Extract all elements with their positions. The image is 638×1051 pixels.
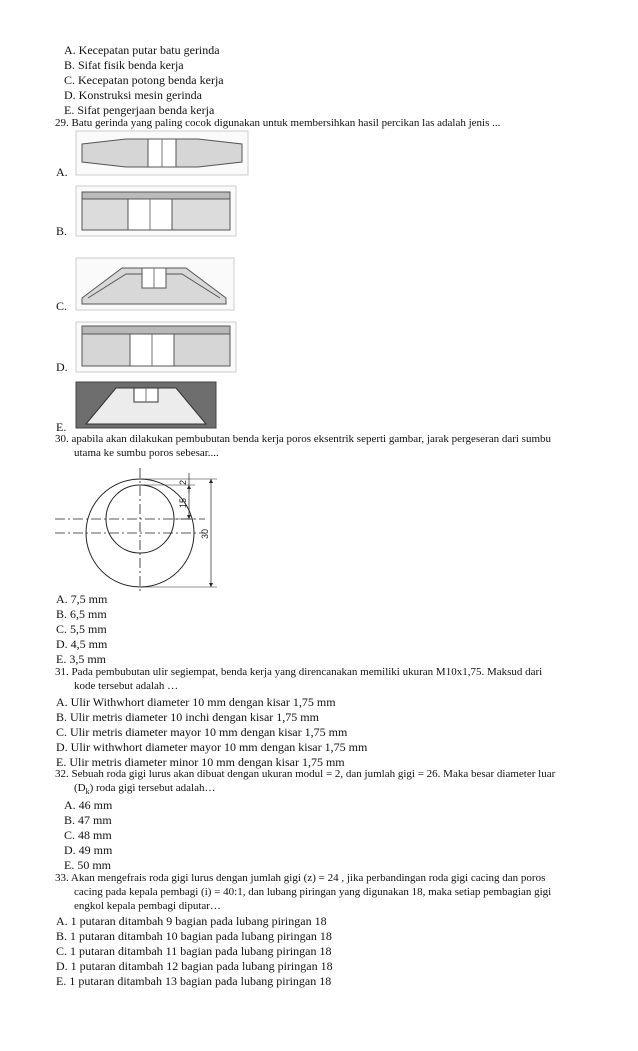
q31-question-line1: 31. Pada pembubutan ulir segiempat, benda kerja yang direncanakan memiliki ukuran M10x1,75. Maksud dari [55, 666, 543, 678]
q33-question-line3: engkol kepala pembagi diputar… [74, 900, 221, 912]
q32-question-line1: 32. Sebuah roda gigi lurus akan dibuat dengan ukuran modul = 2, dan jumlah gigi = 26. Maka besar diameter luar [55, 768, 556, 780]
q32-question-line2 [74, 782, 215, 798]
q33-option-a: A. 1 putaran ditambah 9 bagian pada lubang piringan 18 [56, 914, 327, 928]
dim-label-30: 30 [200, 528, 210, 539]
q30-option-b: B. 6,5 mm [56, 607, 107, 621]
grinding-wheel-b-image [76, 186, 236, 236]
q28-option-c: C. Kecepatan potong benda kerja [64, 73, 224, 87]
q32-option-b: B. 47 mm [64, 813, 112, 827]
q30-option-c: C. 5,5 mm [56, 622, 107, 636]
q32-option-c: C. 48 mm [64, 828, 112, 842]
q32-option-e: E. 50 mm [64, 858, 111, 872]
q29-option-c: C. [56, 299, 68, 313]
q33-option-e: E. 1 putaran ditambah 13 bagian pada lubang piringan 18 [56, 974, 332, 988]
q28-option-a: A. Kecepatan putar batu gerinda [64, 43, 220, 57]
q28-option-e: E. Sifat pengerjaan benda kerja [64, 103, 215, 117]
grinding-wheel-a-image [76, 131, 248, 175]
q29-option-d: D. [56, 360, 68, 374]
q30-question-line2: utama ke sumbu poros sebesar.... [74, 447, 219, 459]
q32-option-a: A. 46 mm [64, 798, 113, 812]
q29-option-b: B. [56, 224, 68, 238]
q32-option-d: D. 49 mm [64, 843, 113, 857]
q30-question-line1: 30. apabila akan dilakukan pembubutan benda kerja poros eksentrik seperti gambar, jarak pergeseran dari sumbu [55, 433, 552, 445]
dim-label-15: 15 [178, 497, 188, 508]
q33-question-line1: 33. Akan mengefrais roda gigi lurus dengan jumlah gigi (z) = 24 , jika perbandingan roda gigi cacing dan poros [55, 872, 546, 884]
q32-question-subscript: k [85, 787, 90, 797]
dim-label-2: 2 [178, 479, 188, 485]
q28-option-d: D. Konstruksi mesin gerinda [64, 88, 202, 102]
q30-option-e: E. 3,5 mm [56, 652, 106, 666]
grinding-wheel-e-image [76, 382, 216, 428]
q32-question-suffix: ) roda gigi tersebut adalah… [89, 782, 216, 794]
q28-option-b: B. Sifat fisik benda kerja [64, 58, 184, 72]
q33-question-line2: cacing pada kepala pembagi (i) = 40:1, dan lubang piringan yang digunakan 18, maka setiap pembagian gigi [74, 886, 552, 898]
q32-question-prefix: (D [74, 782, 86, 794]
q33-option-c: C. 1 putaran ditambah 11 bagian pada lubang piringan 18 [56, 944, 332, 958]
q31-option-c: C. Ulir metris diameter mayor 10 mm dengan kisar 1,75 mm [56, 725, 348, 739]
grinding-wheel-c-image [76, 258, 234, 310]
q29-question: 29. Batu gerinda yang paling cocok digunakan untuk membersihkan hasil percikan las adalah jenis ... [55, 117, 501, 129]
grinding-wheel-d-image [76, 322, 236, 372]
q31-option-e: E. Ulir metris diameter minor 10 mm dengan kisar 1,75 mm [56, 755, 345, 769]
q31-option-b: B. Ulir metris diameter 10 inchi dengan kisar 1,75 mm [56, 710, 319, 724]
q31-option-d: D. Ulir withwhort diameter mayor 10 mm dengan kisar 1,75 mm [56, 740, 368, 754]
q31-question-line2: kode tersebut adalah … [74, 680, 179, 692]
q33-option-d: D. 1 putaran ditambah 12 bagian pada lubang piringan 18 [56, 959, 333, 973]
q31-option-a: A. Ulir Withwhort diameter 10 mm dengan kisar 1,75 mm [56, 695, 336, 709]
q30-option-d: D. 4,5 mm [56, 637, 108, 651]
eccentric-shaft-diagram [55, 463, 225, 593]
q33-option-b: B. 1 putaran ditambah 10 bagian pada lubang piringan 18 [56, 929, 332, 943]
q29-option-a: A. [56, 165, 68, 179]
q30-option-a: A. 7,5 mm [56, 592, 108, 606]
q29-option-e: E. [56, 420, 67, 434]
